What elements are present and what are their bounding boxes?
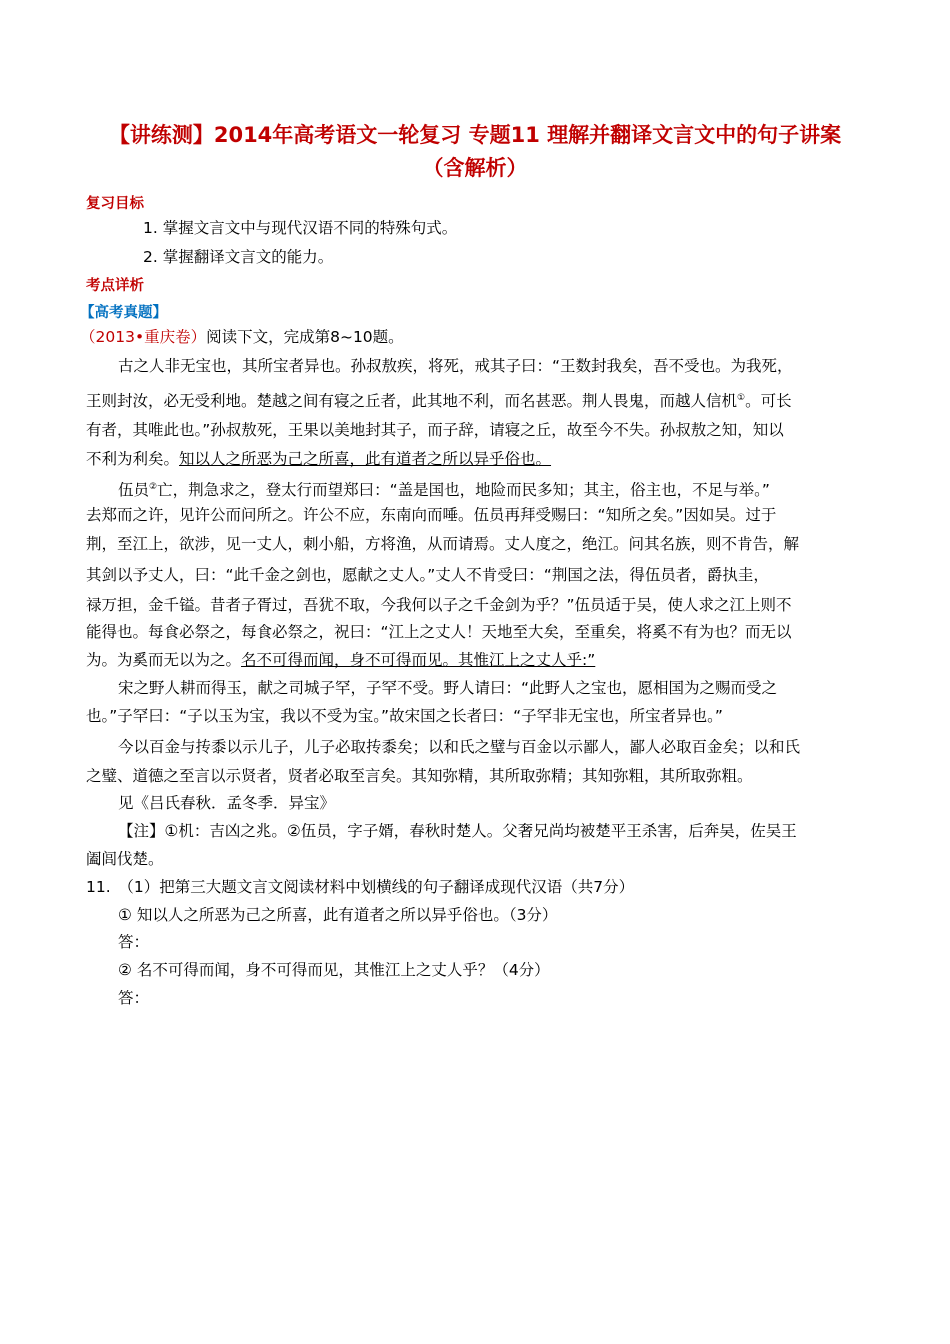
passage-line: 也。”子罕曰：“子以玉为宝，我以不受为宝。”故宋国之长者曰：“子罕非无宝也，所宝者异也。” [86, 707, 723, 725]
passage-line: 之璧、道德之至言以示贤者，贤者必取至言矣。其知弥精，其所取弥精；其知弥粗，其所取弥粗。 [86, 767, 753, 785]
passage-line: 今以百金与抟黍以示儿子，儿子必取抟黍矣；以和氏之璧与百金以示鄙人，鄙人必取百金矣；以和氏 [118, 738, 801, 756]
passage-line: 为。为奚而无以为之。名不可得而闻，身不可得而见。其惟江上之丈人乎:” [86, 651, 596, 669]
underlined-sentence: 名不可得而闻，身不可得而见。其惟江上之丈人乎:” [241, 651, 596, 669]
passage-line: 有者，其唯此也。”孙叔敖死，王果以美地封其子，而子辞，请寝之丘，故至今不失。孙叔敖之知，知以 [86, 421, 784, 439]
answer-label: 答： [118, 933, 150, 951]
source-line [80, 327, 404, 347]
passage-source: 见《吕氏春秋．孟冬季．异宝》 [118, 794, 336, 812]
passage-line: 不利为利矣。知以人之所恶为己之所喜，此有道者之所以异乎俗也。 [86, 450, 552, 468]
passage-line: 宋之野人耕而得玉，献之司城子罕，子罕不受。野人请曰：“此野人之宝也，愿相国为之赐而受之 [118, 679, 778, 697]
passage-line: 禄万担，金千镒。昔者子胥过，吾犹不取，今我何以子之千金剑为乎？”伍员适于吴，使人求之江上则不 [86, 596, 792, 614]
notes-line: 【注】①机：吉凶之兆。②伍员，字子婿，春秋时楚人。父奢兄尚均被楚平王杀害，后奔吴，佐吴王 [118, 822, 797, 840]
source-tag: （2013•重庆卷） [80, 328, 207, 346]
question-item: ② 名不可得而闻，身不可得而见，其惟江上之丈人乎？（4分） [118, 961, 550, 979]
exam-points-heading: 考点详析 [86, 278, 144, 294]
source-instruction: 阅读下文，完成第8~10题。 [206, 328, 404, 346]
footnote-mark: ② [149, 482, 158, 492]
exam-questions-subheading: 【高考真题】 [80, 305, 167, 321]
document-title-suffix: （含解析） [422, 156, 528, 180]
passage-line: 去郑而之许，见许公而问所之。许公不应，东南向而唾。伍员再拜受赐曰：“知所之矣。”因如吴。过于 [86, 506, 777, 524]
answer-label: 答： [118, 989, 150, 1007]
passage-line: 王则封汝，必无受利地。楚越之间有寝之丘者，此其地不利，而名甚恶。荆人畏鬼，而越人信机①。可长 [86, 392, 792, 411]
review-goal-item: 2. 掌握翻译文言文的能力。 [143, 248, 334, 266]
passage-line: 能得也。每食必祭之，每食必祭之，祝曰：“江上之丈人！天地至大矣，至重矣，将奚不有为也？而无以 [86, 623, 792, 641]
underlined-sentence: 知以人之所恶为己之所喜，此有道者之所以异乎俗也。 [179, 450, 552, 468]
passage-line: 其剑以予丈人，曰：“此千金之剑也，愿献之丈人。”丈人不肯受曰：“荆国之法，得伍员者，爵执圭， [86, 566, 769, 584]
question-stem: 11. （1）把第三大题文言文阅读材料中划横线的句子翻译成现代汉语（共7分） [86, 878, 635, 896]
passage-line: 古之人非无宝也，其所宝者异也。孙叔敖疾，将死，戒其子曰：“王数封我矣，吾不受也。为我死， [118, 357, 793, 375]
document-title: 【讲练测】2014年高考语文一轮复习 专题11 理解并翻译文言文中的句子讲案 [108, 123, 842, 147]
notes-line: 阖闾伐楚。 [86, 850, 164, 868]
passage-line: 荆，至江上，欲涉，见一丈人，刺小船，方将渔，从而请焉。丈人度之，绝江。问其名族，则不肯告，解 [86, 535, 800, 553]
review-goals-heading: 复习目标 [86, 196, 144, 212]
footnote-mark: ① [737, 393, 746, 403]
passage-line: 伍员②亡，荆急求之，登太行而望郑曰：“盖是国也，地险而民多知；其主，俗主也，不足与举。” [118, 481, 770, 500]
review-goal-item: 1. 掌握文言文中与现代汉语不同的特殊句式。 [143, 219, 458, 237]
question-item: ① 知以人之所恶为己之所喜，此有道者之所以异乎俗也。（3分） [118, 906, 558, 924]
